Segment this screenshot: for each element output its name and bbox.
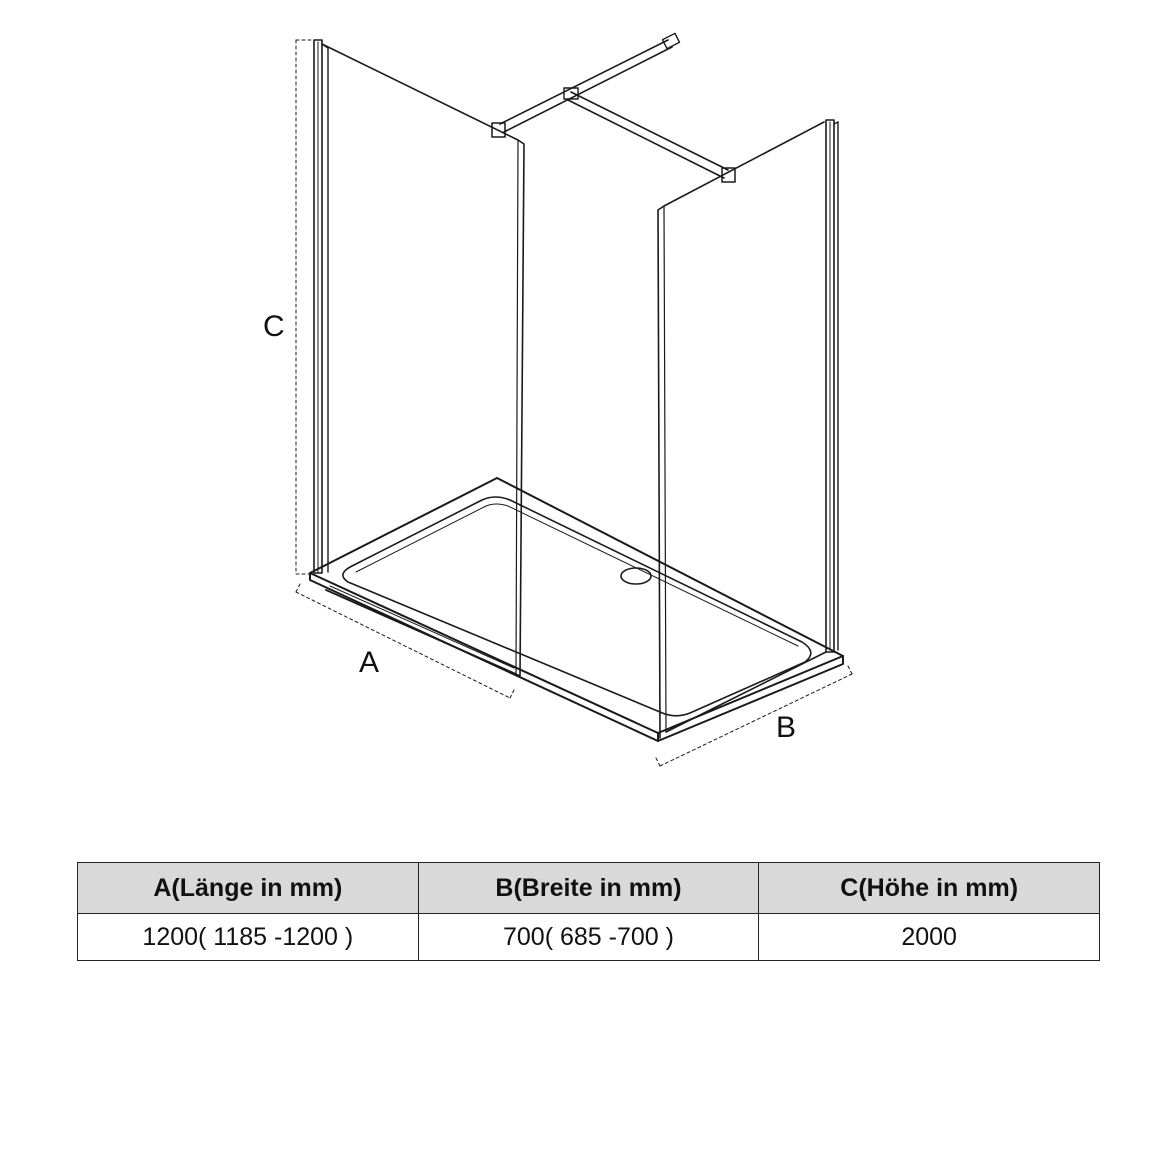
header-height: C(Höhe in mm) bbox=[759, 863, 1100, 914]
dimension-label-c: C bbox=[263, 310, 285, 343]
side-glass-panel bbox=[658, 122, 826, 738]
header-width: B(Breite in mm) bbox=[418, 863, 759, 914]
shower-tray bbox=[310, 478, 843, 741]
dimension-line-a bbox=[296, 584, 514, 698]
table-header-row bbox=[78, 863, 1100, 914]
header-length: A(Länge in mm) bbox=[78, 863, 419, 914]
table-row bbox=[78, 914, 1100, 961]
dimension-label-a: A bbox=[359, 646, 380, 679]
dimensions-table bbox=[77, 862, 1100, 961]
cell-length: 1200( 1185 -1200 ) bbox=[78, 914, 419, 961]
dimension-label-b: B bbox=[776, 711, 797, 744]
front-glass-panel bbox=[322, 44, 524, 676]
cell-height: 2000 bbox=[759, 914, 1100, 961]
drain-icon bbox=[621, 568, 651, 584]
right-wall-profile bbox=[826, 120, 838, 652]
dimension-line-b bbox=[656, 666, 852, 766]
cell-width: 700( 685 -700 ) bbox=[418, 914, 759, 961]
dimension-line-c bbox=[296, 40, 312, 574]
left-wall-profile bbox=[314, 40, 328, 573]
stabiliser-bars bbox=[492, 33, 735, 182]
